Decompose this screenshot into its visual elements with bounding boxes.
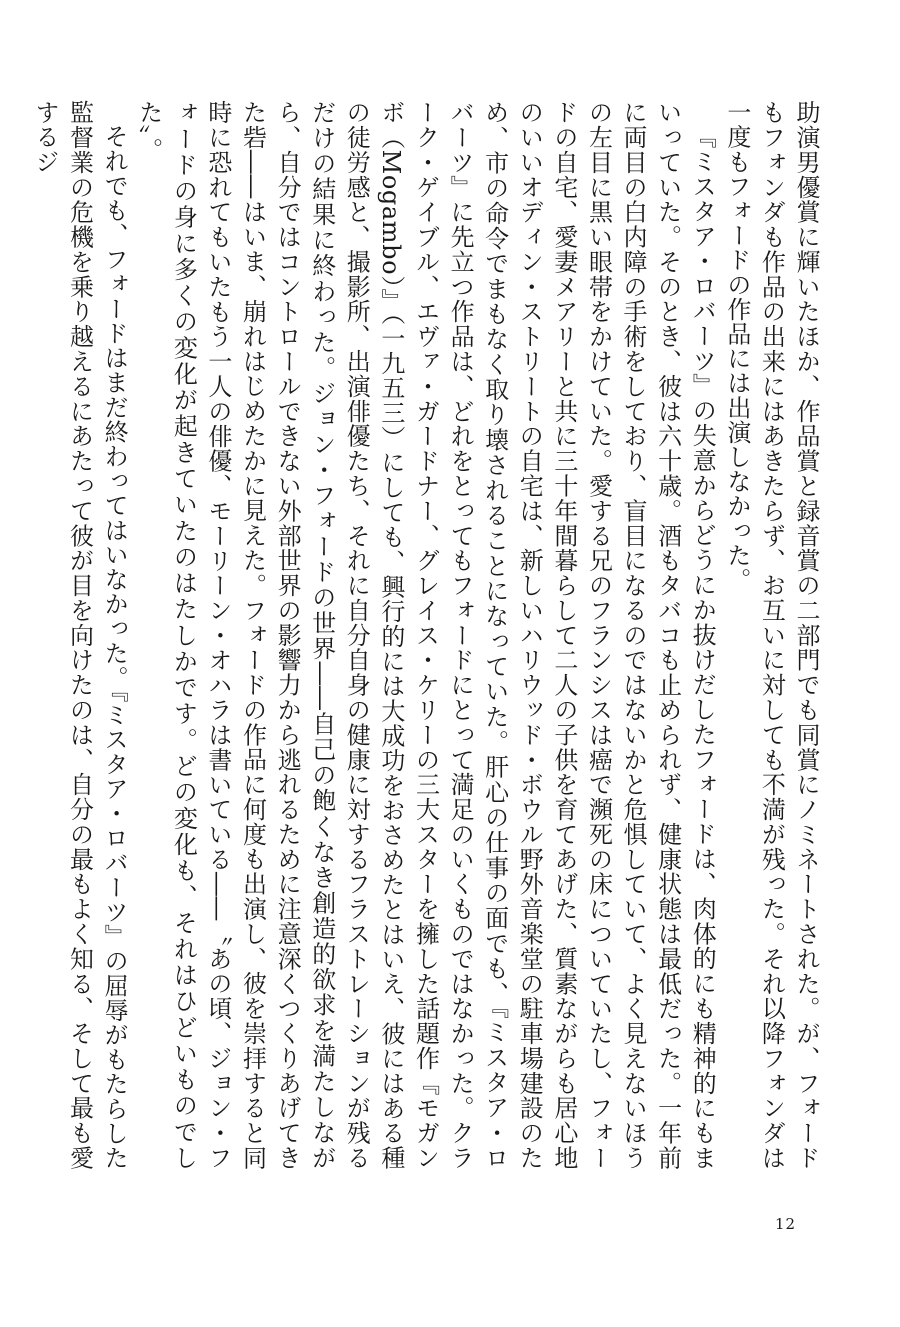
paragraph-mister-roberts: 『ミスタア・ロバーツ』の失意からどうにか抜けだしたフォードは、肉体的にも精神的にもまいっていた。そのとき、彼は六十歳。酒もタバコも止められず、健康状態は最低だった。一年前に両目の白内障の手術をしており、盲目になるのではないかと危惧していて、よく見えないほうの左目に黒い眼帯をかけていた。愛する兄のフランシスは癌で瀕死の床についていたし、フォードの自宅、愛妻メアリーと共に三十年間暮らして二人の子供を育てあげた、質素ながらも居心地のいいオディン・ストリートの自宅は、新しいハリウッド・ボウル野外音楽堂の駐車場建設のため、市の命令でまもなく取り壊されることになっていた。肝心の仕事の面でも、『ミスタア・ロバーツ』に先立つ作品は、どれをとってもフォードにとって満足のいくものではなかった。クラーク・ゲイブル、エヴァ・ガードナー、グレイス・ケリーの三大スターを擁した話題作『モガンボ（Mogambo）』（一九五三）にしても、興行的には大成功をおさめたとはいえ、彼にはある種の徒労感と、撮影所、出演俳優たち、それに自分自身の健康に対するフラストレーションが残るだけの結果に終わった。ジョン・フォードの世界――自己の飽くなき創造的欲求を満たしながら、自分ではコントロールできない外部世界の影響力から逃れるために注意深くつくりあげてきた砦――はいま、崩れはじめたかに見えた。フォードの作品に何度も出演し、彼を崇拝すると同時に恐れてもいたもう一人の俳優、モーリーン・オハラは書いている――〝あの頃、ジョン・フォードの身に多くの変化が起きていたのはたしかです。どの変化も、それはひどいものでした〟。 [134, 100, 717, 1170]
paragraph-still-not-finished: それでも、フォードはまだ終わってはいなかった。『ミスタア・ロバーツ』の屈辱がもたらした監督業の危機を乗り越えるにあたって彼が目を向けたのは、自分の最もよく知る、そして最も愛するジ [30, 100, 129, 1170]
vertical-text-body [30, 100, 823, 1170]
page-number: 12 [775, 1215, 797, 1233]
paragraph-continuation: 助演男優賞に輝いたほか、作品賞と録音賞の二部門でも同賞にノミネートされた。が、フォードもフォンダも作品の出来にはあきたらず、お互いに対しても不満が残った。それ以降フォンダは一度もフォードの作品には出演しなかった。 [722, 100, 820, 1170]
